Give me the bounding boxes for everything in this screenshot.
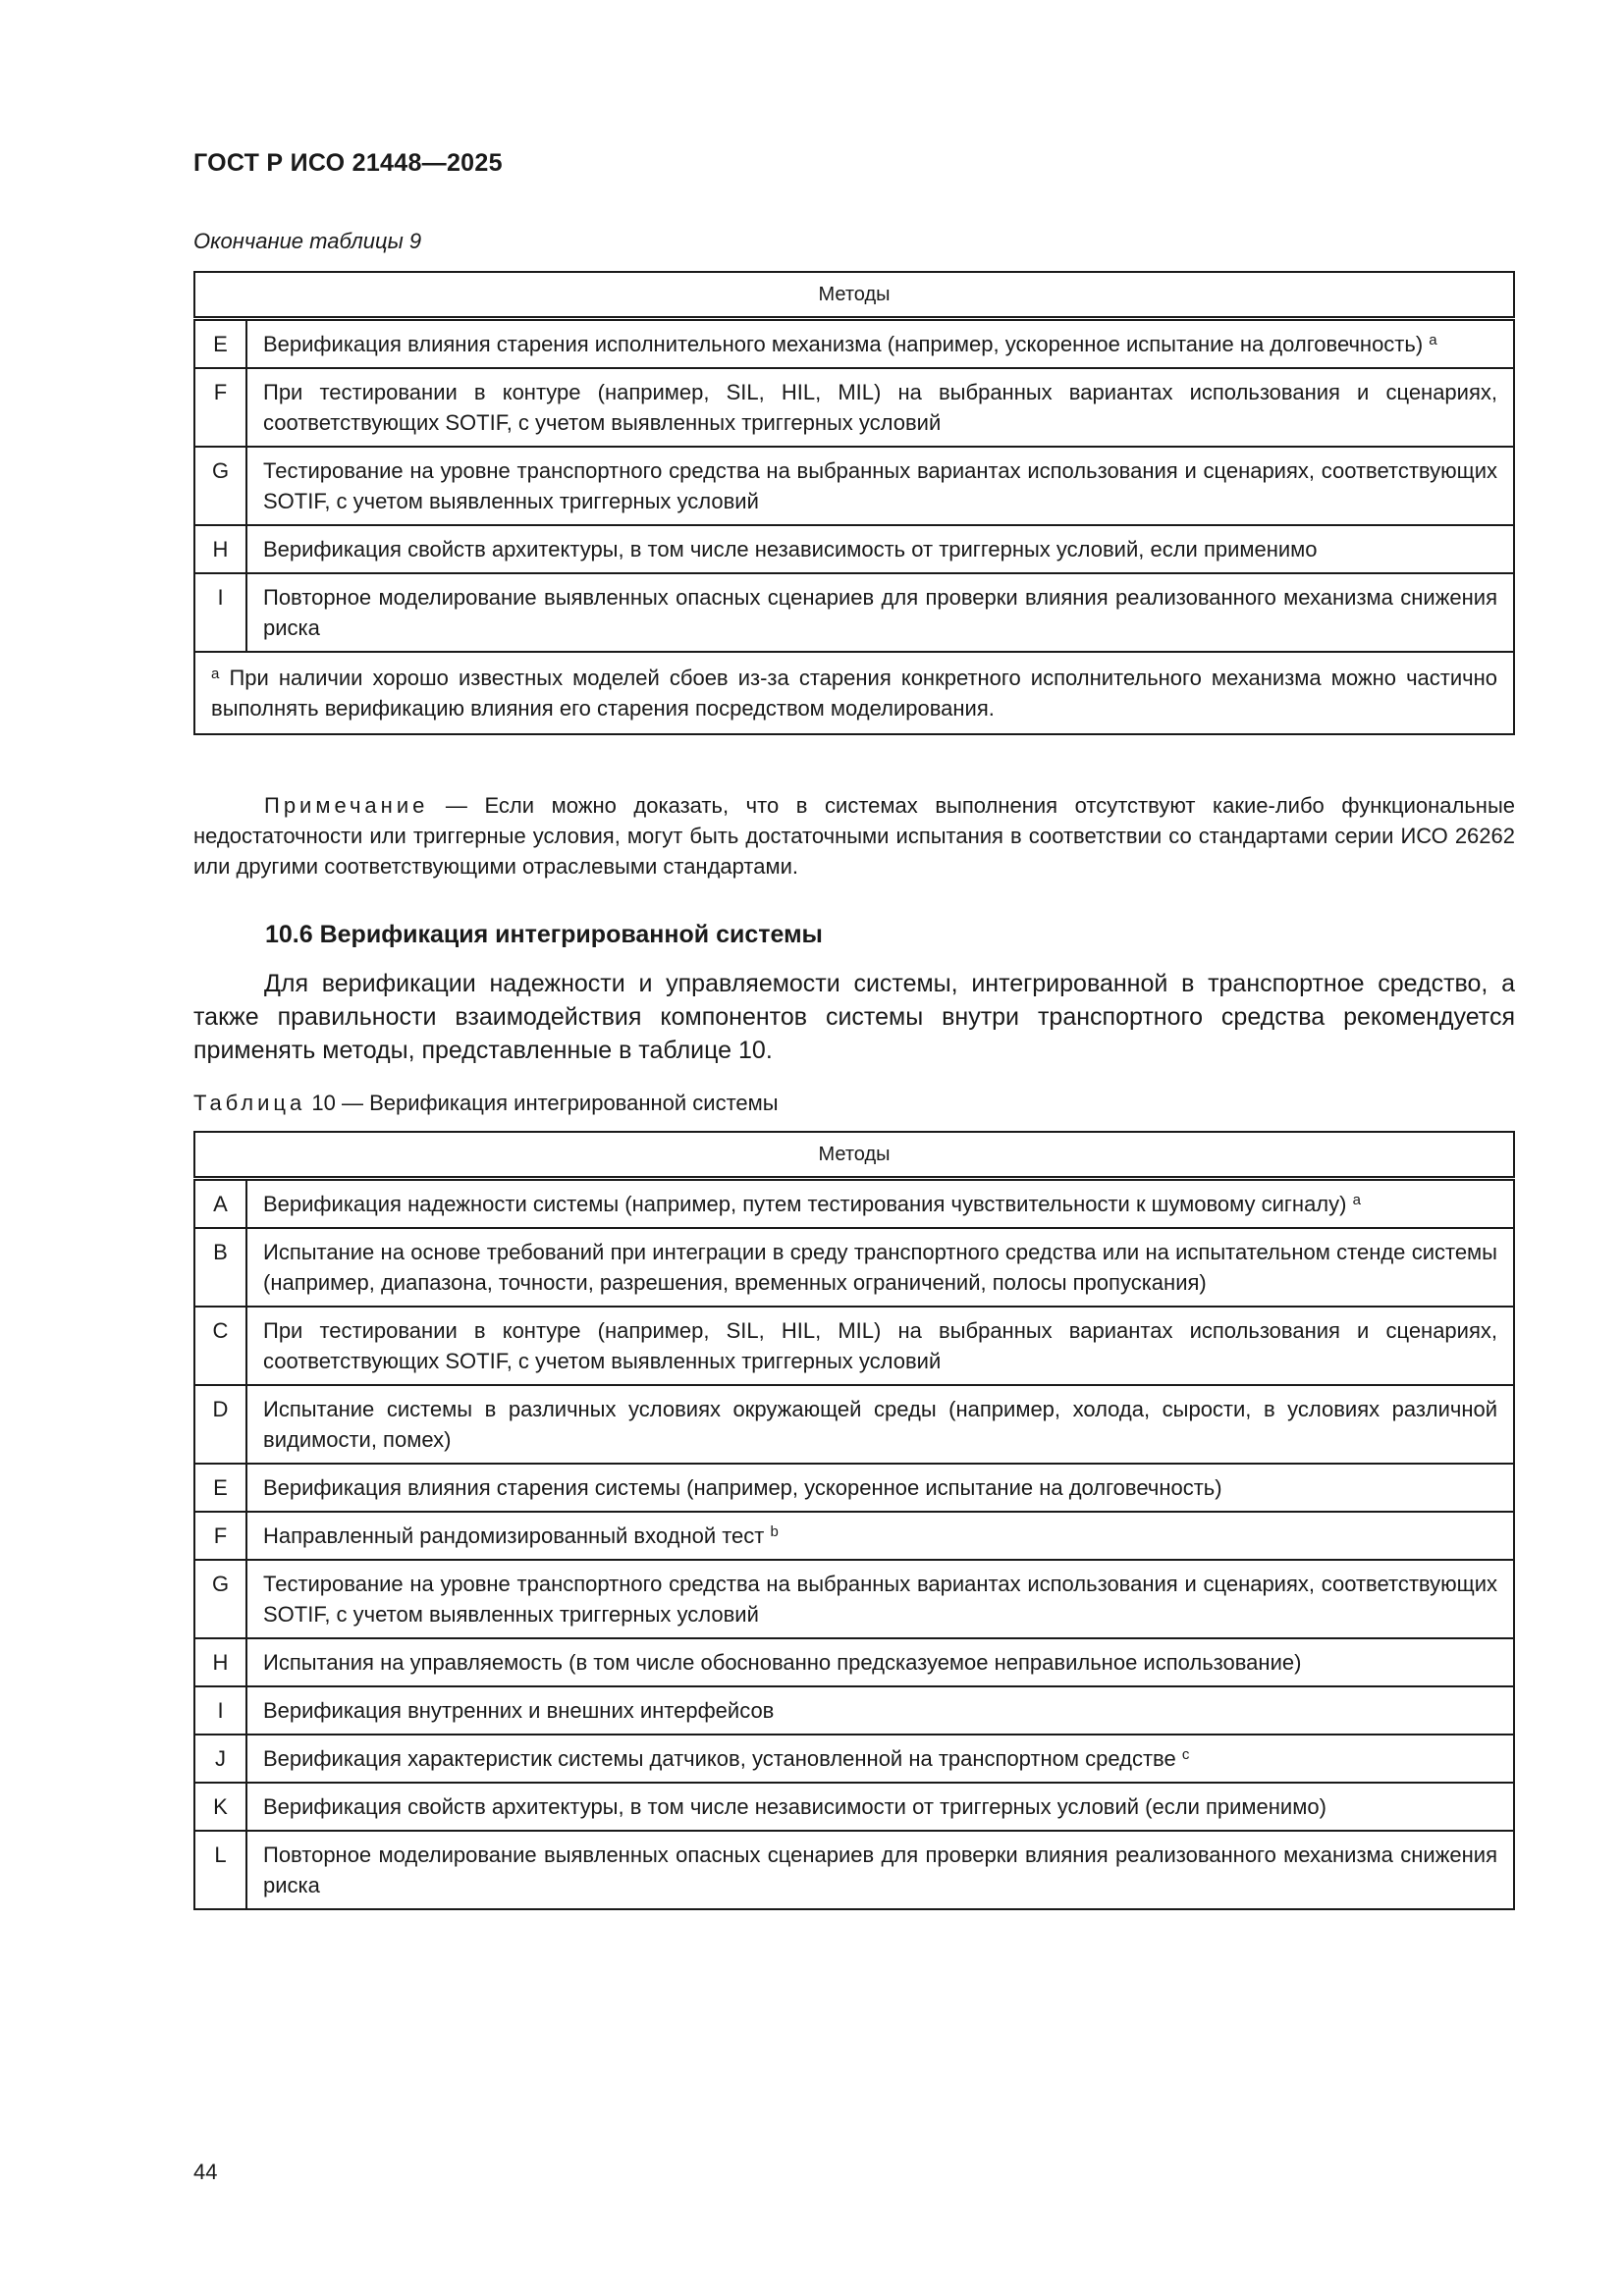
table10-column-header: Методы bbox=[194, 1132, 1514, 1179]
method-letter: H bbox=[194, 1638, 246, 1686]
note-text: — Если можно доказать, что в системах выполнения отсутствуют какие-либо функциональные недостаточности или триггерные условия, могут быть достаточными испытания в соответствии со стандартами серии ИСО 26262 или другими соответствующими отраслевыми стандартами. bbox=[193, 793, 1515, 879]
method-description bbox=[246, 1307, 1514, 1385]
note-paragraph bbox=[193, 790, 1515, 881]
method-letter: E bbox=[194, 1464, 246, 1512]
table9-continuation-caption: Окончание таблицы 9 bbox=[193, 229, 422, 253]
method-description bbox=[246, 1783, 1514, 1831]
table-row bbox=[194, 1560, 1514, 1638]
method-description bbox=[246, 1464, 1514, 1512]
method-description bbox=[246, 1560, 1514, 1638]
method-text: Верификация внутренних и внешних интерфейсов bbox=[263, 1698, 775, 1723]
method-text: При тестировании в контуре (например, SIL, HIL, MIL) на выбранных вариантах использования и сценариях, соответствующих SOTIF, с учетом выявленных триггерных условий bbox=[263, 1318, 1497, 1373]
method-letter: C bbox=[194, 1307, 246, 1385]
method-letter: G bbox=[194, 1560, 246, 1638]
table10-caption-label: Таблица bbox=[193, 1091, 306, 1115]
method-letter: F bbox=[194, 368, 246, 447]
method-text: Тестирование на уровне транспортного средства на выбранных вариантах использования и сценариях, соответствующих SOTIF, с учетом выявленных триггерных условий bbox=[263, 458, 1497, 513]
table-row bbox=[194, 1179, 1514, 1229]
method-description bbox=[246, 1179, 1514, 1229]
method-text: Тестирование на уровне транспортного средства на выбранных вариантах использования и сценариях, соответствующих SOTIF, с учетом выявленных триггерных условий bbox=[263, 1572, 1497, 1627]
method-letter: J bbox=[194, 1735, 246, 1783]
method-description bbox=[246, 447, 1514, 525]
method-text: Испытания на управляемость (в том числе обоснованно предсказуемое неправильное использование) bbox=[263, 1650, 1302, 1675]
method-letter: E bbox=[194, 319, 246, 369]
method-text: При тестировании в контуре (например, SIL, HIL, MIL) на выбранных вариантах использования и сценариях, соответствующих SOTIF, с учетом выявленных триггерных условий bbox=[263, 380, 1497, 435]
method-text: Испытание на основе требований при интеграции в среду транспортного средства или на испытательном стенде системы (например, диапазона, точности, разрешения, временных ограничений, полосы пропускания) bbox=[263, 1240, 1497, 1295]
method-text: Верификация характеристик системы датчиков, установленной на транспортном средстве bbox=[263, 1746, 1176, 1771]
method-text: Верификация влияния старения системы (например, ускоренное испытание на долговечность) bbox=[263, 1475, 1222, 1500]
table-9 bbox=[193, 271, 1515, 735]
table-row bbox=[194, 1228, 1514, 1307]
table-row bbox=[194, 1464, 1514, 1512]
method-text: Направленный рандомизированный входной тест bbox=[263, 1523, 765, 1548]
method-description bbox=[246, 1638, 1514, 1686]
note-label: Примечание bbox=[264, 793, 429, 818]
method-description bbox=[246, 573, 1514, 652]
method-description bbox=[246, 1735, 1514, 1783]
footnote-mark: a bbox=[211, 666, 220, 682]
document-code-header: ГОСТ Р ИСО 21448—2025 bbox=[193, 149, 503, 177]
method-letter: A bbox=[194, 1179, 246, 1229]
footnote-reference: c bbox=[1181, 1746, 1190, 1763]
table-row bbox=[194, 368, 1514, 447]
method-description bbox=[246, 1831, 1514, 1909]
method-letter: F bbox=[194, 1512, 246, 1560]
method-text: Верификация свойств архитектуры, в том числе независимости от триггерных условий (если применимо) bbox=[263, 1794, 1326, 1819]
method-text: Испытание системы в различных условиях окружающей среды (например, холода, сырости, в условиях различной видимости, помех) bbox=[263, 1397, 1497, 1452]
table10-body bbox=[194, 1179, 1514, 1910]
table-10 bbox=[193, 1131, 1515, 1910]
method-letter: G bbox=[194, 447, 246, 525]
method-letter: D bbox=[194, 1385, 246, 1464]
method-letter: B bbox=[194, 1228, 246, 1307]
method-letter: L bbox=[194, 1831, 246, 1909]
table9-body bbox=[194, 319, 1514, 653]
table-row bbox=[194, 319, 1514, 369]
table9-footnote bbox=[194, 652, 1514, 734]
table-row bbox=[194, 573, 1514, 652]
method-description bbox=[246, 1512, 1514, 1560]
table-row bbox=[194, 447, 1514, 525]
method-letter: K bbox=[194, 1783, 246, 1831]
method-description bbox=[246, 1385, 1514, 1464]
table-row bbox=[194, 1686, 1514, 1735]
method-text: Верификация влияния старения исполнительного механизма (например, ускоренное испытание на долговечность) bbox=[263, 332, 1424, 356]
table-row bbox=[194, 525, 1514, 573]
page-number: 44 bbox=[193, 2160, 218, 2184]
table-row bbox=[194, 1385, 1514, 1464]
method-description bbox=[246, 368, 1514, 447]
table-row bbox=[194, 1638, 1514, 1686]
table-row bbox=[194, 1735, 1514, 1783]
footnote-reference: a bbox=[1429, 332, 1437, 348]
method-letter: I bbox=[194, 1686, 246, 1735]
table10-caption-text: 10 — Верификация интегрированной системы bbox=[305, 1091, 779, 1115]
footnote-reference: a bbox=[1352, 1192, 1361, 1208]
table-row bbox=[194, 1783, 1514, 1831]
table-row bbox=[194, 1307, 1514, 1385]
method-text: Верификация свойств архитектуры, в том числе независимость от триггерных условий, если применимо bbox=[263, 537, 1318, 561]
table10-caption bbox=[193, 1091, 779, 1116]
method-description bbox=[246, 1228, 1514, 1307]
section-heading: 10.6 Верификация интегрированной системы bbox=[265, 921, 823, 948]
method-text: Повторное моделирование выявленных опасных сценариев для проверки влияния реализованного механизма снижения риска bbox=[263, 585, 1497, 640]
method-text: Верификация надежности системы (например, путем тестирования чувствительности к шумовому сигналу) bbox=[263, 1192, 1347, 1216]
table-row bbox=[194, 1512, 1514, 1560]
table-row bbox=[194, 1831, 1514, 1909]
method-letter: I bbox=[194, 573, 246, 652]
section-paragraph: Для верификации надежности и управляемости системы, интегрированной в транспортное средство, а также правильности взаимодействия компонентов системы внутри транспортного средства рекомендуется применять методы, представленные в таблице 10. bbox=[193, 970, 1515, 1064]
method-description bbox=[246, 525, 1514, 573]
table9-footnote-row bbox=[194, 652, 1514, 734]
method-letter: H bbox=[194, 525, 246, 573]
footnote-text: При наличии хорошо известных моделей сбоев из-за старения конкретного исполнительного механизма можно частично выполнять верификацию влияния его старения посредством моделирования. bbox=[211, 666, 1497, 721]
method-description bbox=[246, 1686, 1514, 1735]
table9-column-header: Методы bbox=[194, 272, 1514, 319]
footnote-reference: b bbox=[770, 1523, 779, 1540]
method-text: Повторное моделирование выявленных опасных сценариев для проверки влияния реализованного механизма снижения риска bbox=[263, 1842, 1497, 1897]
method-description bbox=[246, 319, 1514, 369]
